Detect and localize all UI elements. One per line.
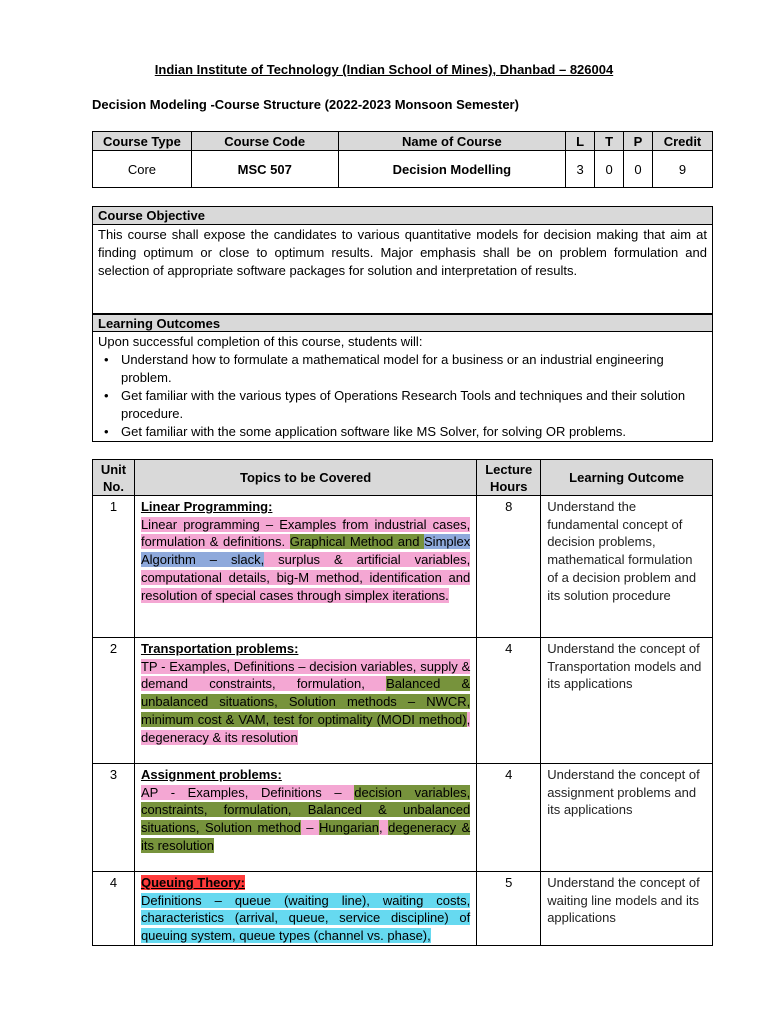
p-cell: 0 bbox=[624, 151, 653, 188]
course-table-header bbox=[93, 132, 713, 151]
table-row bbox=[93, 872, 713, 946]
highlight-segment: degeneracy & its resolution bbox=[140, 820, 471, 853]
unit-title: Assignment problems: bbox=[140, 767, 282, 782]
course-type-cell: Core bbox=[93, 151, 192, 188]
highlight-segment: – bbox=[300, 820, 320, 836]
highlight-segment: surplus & artificial variables, computational details, big-M method, identification and resolution of special cases through simplex iterations. bbox=[140, 552, 471, 603]
outcome-item: • Get familiar with the various types of Operations Research Tools and techniques and their solution procedure. bbox=[98, 387, 707, 423]
highlight-segment: Linear programming – Examples from industrial cases, formulation & definitions. bbox=[140, 516, 471, 550]
course-structure-title: Decision Modeling -Course Structure (2022-2023 Monsoon Semester) bbox=[92, 97, 519, 112]
header-course-type: Course Type bbox=[93, 132, 192, 151]
unit-topics-table bbox=[92, 459, 713, 946]
course-objective-box bbox=[92, 206, 713, 314]
course-name-cell: Decision Modelling bbox=[338, 151, 566, 188]
unit-topics bbox=[134, 764, 476, 872]
highlight-segment: Definitions – queue (waiting line), waiting costs, characteristics (arrival, queue, service discipline) of queuing system, queue types (channel vs. phase), bbox=[140, 892, 471, 944]
unit-outcome: Understand the fundamental concept of decision problems, mathematical formulation of a decision problem and its solution procedure bbox=[541, 496, 713, 638]
highlight-segment: , bbox=[379, 820, 389, 836]
learning-outcomes-box bbox=[92, 314, 713, 442]
header-topics: Topics to be Covered bbox=[134, 460, 476, 496]
unit-title-wrap bbox=[141, 874, 470, 892]
unit-title: Linear Programming: bbox=[140, 499, 273, 514]
lecture-hours: 4 bbox=[477, 764, 541, 872]
unit-number: 4 bbox=[93, 872, 135, 946]
highlight-segment: AP - Examples, Definitions – bbox=[140, 784, 355, 800]
header-name-of-course: Name of Course bbox=[338, 132, 566, 151]
unit-number: 3 bbox=[93, 764, 135, 872]
unit-outcome: Understand the concept of assignment problems and its applications bbox=[541, 764, 713, 872]
highlight-segment: Simplex Algorithm – slack, bbox=[140, 534, 471, 568]
unit-number: 1 bbox=[93, 496, 135, 638]
table-row bbox=[93, 496, 713, 638]
header-lecture-hours: Lecture Hours bbox=[477, 460, 541, 496]
lecture-hours: 5 bbox=[477, 872, 541, 946]
unit-title: Transportation problems: bbox=[140, 641, 299, 656]
learning-outcomes-heading: Learning Outcomes bbox=[93, 314, 712, 332]
header-course-code: Course Code bbox=[191, 132, 338, 151]
unit-topics bbox=[134, 638, 476, 764]
header-learning-outcome: Learning Outcome bbox=[541, 460, 713, 496]
header-credit: Credit bbox=[652, 132, 712, 151]
unit-outcome: Understand the concept of waiting line models and its applications bbox=[541, 872, 713, 946]
unit-table-header bbox=[93, 460, 713, 496]
lecture-hours: 4 bbox=[477, 638, 541, 764]
table-row bbox=[93, 638, 713, 764]
learning-outcomes-intro: Upon successful completion of this course, students will: bbox=[98, 334, 423, 349]
course-objective-text: This course shall expose the candidates to various quantitative models for decision making that aim at finding optimum or close to optimum results. Major emphasis shall be on problem formulation and selection of appropriate software packages for solution and interpretation of results. bbox=[98, 227, 707, 278]
header-unit-no: Unit No. bbox=[93, 460, 135, 496]
header-p: P bbox=[624, 132, 653, 151]
t-cell: 0 bbox=[595, 151, 624, 188]
highlight-segment: Balanced & unbalanced situations, Solution methods – NWCR, minimum cost & VAM, test for optimality (MODI method) bbox=[140, 676, 471, 727]
highlight-segment: decision variables, constraints, formulation, Balanced & unbalanced situations, Solution method bbox=[140, 784, 471, 836]
lecture-hours: 8 bbox=[477, 496, 541, 638]
l-cell: 3 bbox=[566, 151, 595, 188]
table-row bbox=[93, 764, 713, 872]
highlight-segment: Graphical Method and bbox=[289, 534, 425, 550]
course-table-row bbox=[93, 151, 713, 188]
unit-number: 2 bbox=[93, 638, 135, 764]
outcome-item: • Understand how to formulate a mathematical model for a business or an industrial engineering problem. bbox=[98, 351, 707, 387]
header-t: T bbox=[595, 132, 624, 151]
unit-topics bbox=[134, 872, 476, 946]
credit-cell: 9 bbox=[652, 151, 712, 188]
header-l: L bbox=[566, 132, 595, 151]
course-info-table bbox=[92, 131, 713, 188]
course-code-cell: MSC 507 bbox=[191, 151, 338, 188]
course-objective-heading: Course Objective bbox=[93, 207, 712, 225]
outcome-item: • Get familiar with the some application software like MS Solver, for solving OR problems. bbox=[98, 423, 707, 441]
highlight-segment: Hungarian bbox=[319, 820, 380, 836]
highlight-segment: , degeneracy & its resolution bbox=[140, 711, 471, 745]
highlight-segment: TP - Examples, Definitions – decision variables, supply & demand constraints, formulation, bbox=[140, 658, 471, 692]
institution-title: Indian Institute of Technology (Indian School of Mines), Dhanbad – 826004 bbox=[154, 62, 614, 77]
unit-title: Queuing Theory: bbox=[140, 875, 245, 890]
unit-topics bbox=[134, 496, 476, 638]
unit-outcome: Understand the concept of Transportation models and its applications bbox=[541, 638, 713, 764]
